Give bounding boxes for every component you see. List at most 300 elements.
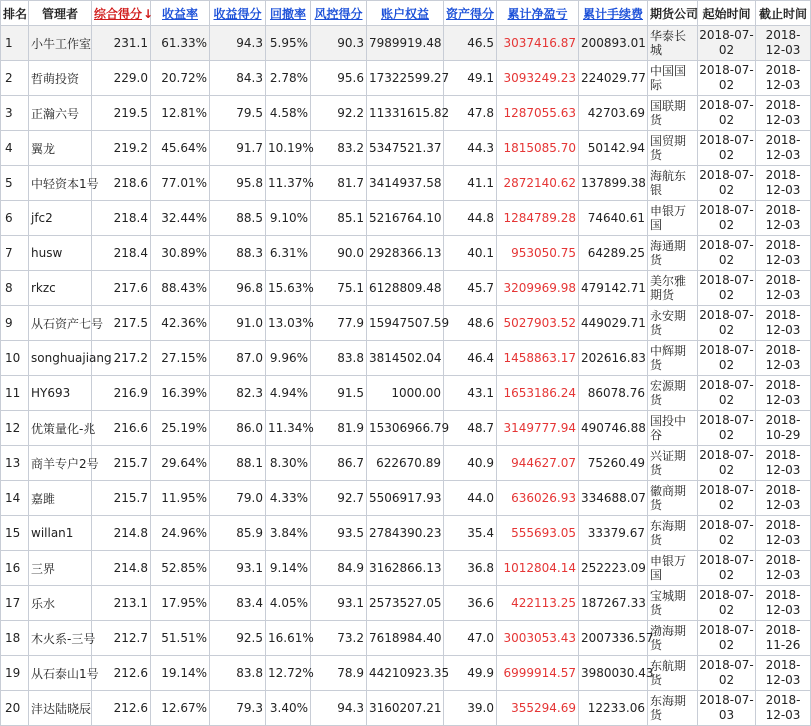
equity-cell: 5216764.10	[367, 201, 444, 236]
risk-score-cell: 75.1	[311, 271, 367, 306]
end-time-cell: 2018-12-03	[756, 586, 811, 621]
broker-cell: 华泰长城	[648, 26, 698, 61]
composite-score-cell: 218.4	[92, 201, 151, 236]
fees-cell: 74640.61	[579, 201, 648, 236]
fees-cell: 3980030.43	[579, 656, 648, 691]
drawdown-cell: 9.14%	[266, 551, 311, 586]
table-row[interactable]	[1, 166, 811, 201]
equity-cell: 2784390.23	[367, 516, 444, 551]
col-header-equity[interactable]: 账户权益	[367, 1, 444, 26]
fees-cell: 50142.94	[579, 131, 648, 166]
col-header-drawdown[interactable]: 回撤率	[266, 1, 311, 26]
risk-score-cell: 93.1	[311, 586, 367, 621]
rank-cell: 2	[1, 61, 29, 96]
start-time-cell: 2018-07-02	[698, 306, 756, 341]
rank-cell: 6	[1, 201, 29, 236]
net-pnl-cell: 3037416.87	[497, 26, 579, 61]
composite-score-cell: 217.5	[92, 306, 151, 341]
start-time-cell: 2018-07-02	[698, 446, 756, 481]
asset-score-cell: 44.3	[444, 131, 497, 166]
end-time-cell: 2018-12-03	[756, 236, 811, 271]
col-header-broker: 期货公司	[648, 1, 698, 26]
drawdown-cell: 4.05%	[266, 586, 311, 621]
equity-cell: 15306966.79	[367, 411, 444, 446]
return-score-cell: 88.3	[210, 236, 266, 271]
col-header-risk-score[interactable]: 风控得分	[311, 1, 367, 26]
col-header-manager: 管理者	[29, 1, 92, 26]
manager-cell: willan1	[29, 516, 92, 551]
composite-score-cell: 213.1	[92, 586, 151, 621]
manager-cell: 正瀚六号	[29, 96, 92, 131]
composite-score-cell: 229.0	[92, 61, 151, 96]
return-rate-cell: 12.81%	[151, 96, 210, 131]
composite-score-cell: 214.8	[92, 551, 151, 586]
return-rate-cell: 25.19%	[151, 411, 210, 446]
return-score-cell: 95.8	[210, 166, 266, 201]
equity-cell: 6128809.48	[367, 271, 444, 306]
return-rate-cell: 32.44%	[151, 201, 210, 236]
asset-score-cell: 46.4	[444, 341, 497, 376]
composite-score-cell: 216.9	[92, 376, 151, 411]
start-time-cell: 2018-07-02	[698, 586, 756, 621]
return-rate-cell: 77.01%	[151, 166, 210, 201]
risk-score-cell: 83.2	[311, 131, 367, 166]
risk-score-cell: 83.8	[311, 341, 367, 376]
net-pnl-cell: 1458863.17	[497, 341, 579, 376]
return-rate-cell: 19.14%	[151, 656, 210, 691]
risk-score-cell: 73.2	[311, 621, 367, 656]
return-rate-cell: 52.85%	[151, 551, 210, 586]
fees-cell: 86078.76	[579, 376, 648, 411]
equity-cell: 17322599.27	[367, 61, 444, 96]
asset-score-cell: 49.9	[444, 656, 497, 691]
col-header-net-pnl[interactable]: 累计净盈亏	[497, 1, 579, 26]
equity-cell: 15947507.59	[367, 306, 444, 341]
return-score-cell: 91.0	[210, 306, 266, 341]
fees-cell: 224029.77	[579, 61, 648, 96]
end-time-cell: 2018-12-03	[756, 376, 811, 411]
rank-cell: 12	[1, 411, 29, 446]
equity-cell: 7989919.48	[367, 26, 444, 61]
end-time-cell: 2018-12-03	[756, 516, 811, 551]
col-header-start-time: 起始时间	[698, 1, 756, 26]
start-time-cell: 2018-07-02	[698, 96, 756, 131]
end-time-cell: 2018-12-03	[756, 481, 811, 516]
sort-desc-icon: ↓	[143, 6, 154, 21]
composite-score-cell: 216.6	[92, 411, 151, 446]
return-score-cell: 83.4	[210, 586, 266, 621]
asset-score-cell: 47.8	[444, 96, 497, 131]
composite-score-cell: 218.4	[92, 236, 151, 271]
start-time-cell: 2018-07-02	[698, 26, 756, 61]
end-time-cell: 2018-10-29	[756, 411, 811, 446]
start-time-cell: 2018-07-02	[698, 376, 756, 411]
rank-cell: 13	[1, 446, 29, 481]
col-header-asset-score[interactable]: 资产得分	[444, 1, 497, 26]
drawdown-cell: 9.10%	[266, 201, 311, 236]
manager-cell: 乐水	[29, 586, 92, 621]
net-pnl-cell: 3209969.98	[497, 271, 579, 306]
return-rate-cell: 27.15%	[151, 341, 210, 376]
net-pnl-cell: 355294.69	[497, 691, 579, 726]
rank-cell: 15	[1, 516, 29, 551]
asset-score-cell: 35.4	[444, 516, 497, 551]
table-row[interactable]	[1, 306, 811, 341]
manager-cell: 从石资产七号	[29, 306, 92, 341]
return-rate-cell: 20.72%	[151, 61, 210, 96]
broker-cell: 申银万国	[648, 201, 698, 236]
manager-cell: jfc2	[29, 201, 92, 236]
asset-score-cell: 44.8	[444, 201, 497, 236]
composite-score-cell: 231.1	[92, 26, 151, 61]
risk-score-cell: 91.5	[311, 376, 367, 411]
equity-cell: 622670.89	[367, 446, 444, 481]
return-rate-cell: 88.43%	[151, 271, 210, 306]
risk-score-cell: 94.3	[311, 691, 367, 726]
broker-cell: 海航东银	[648, 166, 698, 201]
drawdown-cell: 11.34%	[266, 411, 311, 446]
start-time-cell: 2018-07-02	[698, 516, 756, 551]
broker-cell: 兴证期货	[648, 446, 698, 481]
net-pnl-cell: 1653186.24	[497, 376, 579, 411]
return-score-cell: 88.5	[210, 201, 266, 236]
manager-cell: 翼龙	[29, 131, 92, 166]
start-time-cell: 2018-07-02	[698, 551, 756, 586]
drawdown-cell: 6.31%	[266, 236, 311, 271]
end-time-cell: 2018-12-03	[756, 691, 811, 726]
table-row[interactable]	[1, 131, 811, 166]
risk-score-cell: 95.6	[311, 61, 367, 96]
end-time-cell: 2018-12-03	[756, 551, 811, 586]
table-row[interactable]	[1, 26, 811, 61]
risk-score-cell: 92.2	[311, 96, 367, 131]
fees-cell: 334688.07	[579, 481, 648, 516]
equity-cell: 3414937.58	[367, 166, 444, 201]
broker-cell: 国联期货	[648, 96, 698, 131]
rank-cell: 18	[1, 621, 29, 656]
risk-score-cell: 85.1	[311, 201, 367, 236]
risk-score-cell: 93.5	[311, 516, 367, 551]
return-score-cell: 84.3	[210, 61, 266, 96]
return-score-cell: 96.8	[210, 271, 266, 306]
drawdown-cell: 12.72%	[266, 656, 311, 691]
composite-score-cell: 214.8	[92, 516, 151, 551]
risk-score-cell: 90.0	[311, 236, 367, 271]
end-time-cell: 2018-12-03	[756, 61, 811, 96]
risk-score-cell: 84.9	[311, 551, 367, 586]
broker-cell: 徽商期货	[648, 481, 698, 516]
equity-cell: 11331615.82	[367, 96, 444, 131]
asset-score-cell: 48.7	[444, 411, 497, 446]
composite-score-cell: 217.2	[92, 341, 151, 376]
composite-score-cell: 219.2	[92, 131, 151, 166]
net-pnl-cell: 3093249.23	[497, 61, 579, 96]
rank-cell: 17	[1, 586, 29, 621]
table-row[interactable]	[1, 271, 811, 306]
fees-cell: 490746.88	[579, 411, 648, 446]
risk-score-cell: 78.9	[311, 656, 367, 691]
net-pnl-cell: 555693.05	[497, 516, 579, 551]
net-pnl-cell: 6999914.57	[497, 656, 579, 691]
end-time-cell: 2018-12-03	[756, 166, 811, 201]
return-score-cell: 82.3	[210, 376, 266, 411]
fees-cell: 2007336.57	[579, 621, 648, 656]
net-pnl-cell: 422113.25	[497, 586, 579, 621]
return-rate-cell: 17.95%	[151, 586, 210, 621]
rank-cell: 11	[1, 376, 29, 411]
broker-cell: 申银万国	[648, 551, 698, 586]
asset-score-cell: 46.5	[444, 26, 497, 61]
equity-cell: 7618984.40	[367, 621, 444, 656]
return-rate-cell: 16.39%	[151, 376, 210, 411]
net-pnl-cell: 3149777.94	[497, 411, 579, 446]
start-time-cell: 2018-07-03	[698, 691, 756, 726]
drawdown-cell: 3.40%	[266, 691, 311, 726]
return-score-cell: 79.5	[210, 96, 266, 131]
rank-cell: 10	[1, 341, 29, 376]
manager-cell: HY693	[29, 376, 92, 411]
col-header-rank: 排名	[1, 1, 29, 26]
table-row[interactable]	[1, 586, 811, 621]
composite-score-cell: 215.7	[92, 481, 151, 516]
end-time-cell: 2018-12-03	[756, 201, 811, 236]
fees-cell: 64289.25	[579, 236, 648, 271]
drawdown-cell: 13.03%	[266, 306, 311, 341]
fees-cell: 42703.69	[579, 96, 648, 131]
end-time-cell: 2018-12-03	[756, 131, 811, 166]
return-score-cell: 79.3	[210, 691, 266, 726]
return-rate-cell: 30.89%	[151, 236, 210, 271]
equity-cell: 5347521.37	[367, 131, 444, 166]
composite-score-cell: 218.6	[92, 166, 151, 201]
net-pnl-cell: 5027903.52	[497, 306, 579, 341]
equity-cell: 3162866.13	[367, 551, 444, 586]
broker-cell: 东海期货	[648, 691, 698, 726]
broker-cell: 国贸期货	[648, 131, 698, 166]
start-time-cell: 2018-07-02	[698, 131, 756, 166]
table-row[interactable]	[1, 656, 811, 691]
end-time-cell: 2018-12-03	[756, 306, 811, 341]
net-pnl-cell: 953050.75	[497, 236, 579, 271]
table-row[interactable]	[1, 341, 811, 376]
fees-cell: 479142.71	[579, 271, 648, 306]
risk-score-cell: 77.9	[311, 306, 367, 341]
rank-cell: 1	[1, 26, 29, 61]
fees-cell: 12233.06	[579, 691, 648, 726]
manager-cell: 小牛工作室	[29, 26, 92, 61]
composite-score-cell: 212.6	[92, 691, 151, 726]
end-time-cell: 2018-12-03	[756, 656, 811, 691]
manager-cell: 从石泰山1号	[29, 656, 92, 691]
net-pnl-cell: 944627.07	[497, 446, 579, 481]
broker-cell: 中辉期货	[648, 341, 698, 376]
manager-cell: 沣达陆晓辰	[29, 691, 92, 726]
fees-cell: 200893.01	[579, 26, 648, 61]
table-row[interactable]	[1, 236, 811, 271]
table-row[interactable]	[1, 201, 811, 236]
return-score-cell: 83.8	[210, 656, 266, 691]
end-time-cell: 2018-12-03	[756, 271, 811, 306]
return-rate-cell: 24.96%	[151, 516, 210, 551]
col-header-end-time: 截止时间	[756, 1, 811, 26]
table-row[interactable]	[1, 551, 811, 586]
rank-cell: 9	[1, 306, 29, 341]
asset-score-cell: 43.1	[444, 376, 497, 411]
fees-cell: 252223.09	[579, 551, 648, 586]
asset-score-cell: 36.8	[444, 551, 497, 586]
end-time-cell: 2018-11-26	[756, 621, 811, 656]
table-row[interactable]	[1, 376, 811, 411]
drawdown-cell: 2.78%	[266, 61, 311, 96]
rank-cell: 19	[1, 656, 29, 691]
broker-cell: 永安期货	[648, 306, 698, 341]
col-header-return-score[interactable]: 收益得分	[210, 1, 266, 26]
end-time-cell: 2018-12-03	[756, 446, 811, 481]
net-pnl-cell: 1815085.70	[497, 131, 579, 166]
start-time-cell: 2018-07-02	[698, 236, 756, 271]
net-pnl-cell: 1287055.63	[497, 96, 579, 131]
net-pnl-cell: 636026.93	[497, 481, 579, 516]
drawdown-cell: 10.19%	[266, 131, 311, 166]
asset-score-cell: 45.7	[444, 271, 497, 306]
return-rate-cell: 29.64%	[151, 446, 210, 481]
table-row[interactable]	[1, 61, 811, 96]
end-time-cell: 2018-12-03	[756, 26, 811, 61]
drawdown-cell: 4.58%	[266, 96, 311, 131]
manager-cell: husw	[29, 236, 92, 271]
rank-cell: 3	[1, 96, 29, 131]
table-row[interactable]	[1, 621, 811, 656]
equity-cell: 3160207.21	[367, 691, 444, 726]
drawdown-cell: 16.61%	[266, 621, 311, 656]
rank-cell: 4	[1, 131, 29, 166]
risk-score-cell: 81.7	[311, 166, 367, 201]
table-row[interactable]	[1, 446, 811, 481]
broker-cell: 国投中谷	[648, 411, 698, 446]
return-score-cell: 93.1	[210, 551, 266, 586]
drawdown-cell: 9.96%	[266, 341, 311, 376]
manager-cell: 商羊专户2号	[29, 446, 92, 481]
return-score-cell: 87.0	[210, 341, 266, 376]
start-time-cell: 2018-07-02	[698, 481, 756, 516]
col-header-fees[interactable]: 累计手续费	[579, 1, 648, 26]
drawdown-cell: 4.94%	[266, 376, 311, 411]
drawdown-cell: 8.30%	[266, 446, 311, 481]
asset-score-cell: 40.9	[444, 446, 497, 481]
equity-cell: 44210923.35	[367, 656, 444, 691]
rank-cell: 20	[1, 691, 29, 726]
rank-cell: 5	[1, 166, 29, 201]
col-header-return-rate[interactable]: 收益率	[151, 1, 210, 26]
end-time-cell: 2018-12-03	[756, 96, 811, 131]
broker-cell: 东航期货	[648, 656, 698, 691]
fees-cell: 75260.49	[579, 446, 648, 481]
broker-cell: 宝城期货	[648, 586, 698, 621]
return-score-cell: 79.0	[210, 481, 266, 516]
manager-cell: rkzc	[29, 271, 92, 306]
manager-cell: 木火系-三号	[29, 621, 92, 656]
risk-score-cell: 92.7	[311, 481, 367, 516]
equity-cell: 2928366.13	[367, 236, 444, 271]
table-row[interactable]	[1, 411, 811, 446]
composite-score-cell: 212.7	[92, 621, 151, 656]
start-time-cell: 2018-07-02	[698, 656, 756, 691]
net-pnl-cell: 3003053.43	[497, 621, 579, 656]
return-score-cell: 88.1	[210, 446, 266, 481]
rank-cell: 7	[1, 236, 29, 271]
end-time-cell: 2018-12-03	[756, 341, 811, 376]
return-score-cell: 91.7	[210, 131, 266, 166]
drawdown-cell: 5.95%	[266, 26, 311, 61]
equity-cell: 1000.00	[367, 376, 444, 411]
table-row[interactable]	[1, 481, 811, 516]
start-time-cell: 2018-07-02	[698, 166, 756, 201]
composite-score-cell: 217.6	[92, 271, 151, 306]
start-time-cell: 2018-07-02	[698, 201, 756, 236]
asset-score-cell: 41.1	[444, 166, 497, 201]
start-time-cell: 2018-07-02	[698, 411, 756, 446]
asset-score-cell: 44.0	[444, 481, 497, 516]
table-row[interactable]	[1, 516, 811, 551]
return-rate-cell: 61.33%	[151, 26, 210, 61]
drawdown-cell: 3.84%	[266, 516, 311, 551]
fees-cell: 202616.83	[579, 341, 648, 376]
manager-cell: 三界	[29, 551, 92, 586]
fees-cell: 449029.71	[579, 306, 648, 341]
rank-cell: 14	[1, 481, 29, 516]
manager-cell: 哲萌投资	[29, 61, 92, 96]
asset-score-cell: 36.6	[444, 586, 497, 621]
broker-cell: 海通期货	[648, 236, 698, 271]
net-pnl-cell: 1284789.28	[497, 201, 579, 236]
composite-score-cell: 219.5	[92, 96, 151, 131]
header-row	[1, 1, 811, 26]
broker-cell: 东海期货	[648, 516, 698, 551]
table-body	[1, 26, 811, 726]
asset-score-cell: 47.0	[444, 621, 497, 656]
risk-score-cell: 86.7	[311, 446, 367, 481]
table-row[interactable]	[1, 691, 811, 726]
broker-cell: 渤海期货	[648, 621, 698, 656]
asset-score-cell: 49.1	[444, 61, 497, 96]
rank-cell: 8	[1, 271, 29, 306]
composite-score-cell: 215.7	[92, 446, 151, 481]
start-time-cell: 2018-07-02	[698, 271, 756, 306]
return-score-cell: 85.9	[210, 516, 266, 551]
asset-score-cell: 40.1	[444, 236, 497, 271]
fees-cell: 187267.33	[579, 586, 648, 621]
return-score-cell: 86.0	[210, 411, 266, 446]
table-row[interactable]	[1, 96, 811, 131]
manager-cell: 优策量化-兆	[29, 411, 92, 446]
drawdown-cell: 4.33%	[266, 481, 311, 516]
col-header-composite-score[interactable]: 综合得分↓	[92, 1, 151, 26]
start-time-cell: 2018-07-02	[698, 341, 756, 376]
return-rate-cell: 51.51%	[151, 621, 210, 656]
drawdown-cell: 15.63%	[266, 271, 311, 306]
composite-score-cell: 212.6	[92, 656, 151, 691]
rank-cell: 16	[1, 551, 29, 586]
broker-cell: 宏源期货	[648, 376, 698, 411]
asset-score-cell: 48.6	[444, 306, 497, 341]
return-score-cell: 92.5	[210, 621, 266, 656]
drawdown-cell: 11.37%	[266, 166, 311, 201]
fees-cell: 33379.67	[579, 516, 648, 551]
return-score-cell: 94.3	[210, 26, 266, 61]
net-pnl-cell: 1012804.14	[497, 551, 579, 586]
return-rate-cell: 42.36%	[151, 306, 210, 341]
broker-cell: 中国国际	[648, 61, 698, 96]
